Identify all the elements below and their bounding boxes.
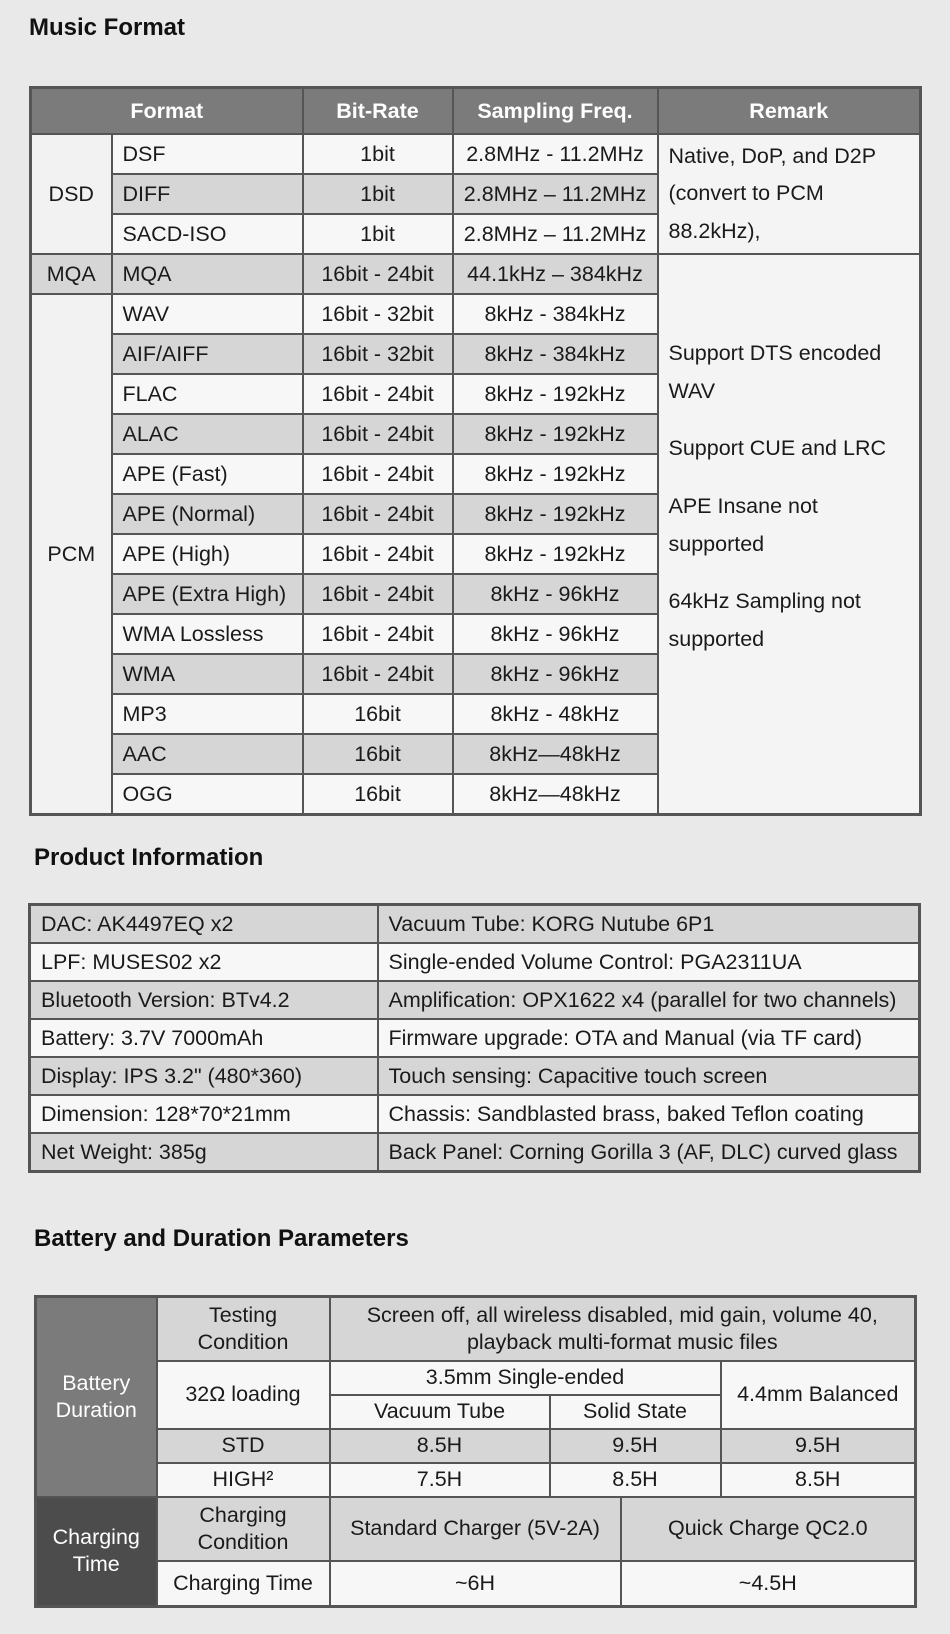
format-cell: DIFF	[112, 174, 303, 214]
music-format-title: Music Format	[29, 14, 186, 41]
freq-cell: 8kHz - 384kHz	[453, 334, 658, 374]
spec-cell: DAC: AK4497EQ x2	[30, 905, 378, 944]
group-pcm: PCM	[31, 294, 112, 815]
bitrate-cell: 16bit - 24bit	[303, 534, 453, 574]
charging-time-label: Charging Time	[157, 1561, 330, 1607]
bitrate-cell: 16bit - 24bit	[303, 454, 453, 494]
freq-cell: 8kHz - 96kHz	[453, 614, 658, 654]
remark-line: 64kHz Sampling not	[668, 589, 861, 614]
battery-duration-header	[36, 1297, 157, 1497]
std-vacuum-tube: 8.5H	[330, 1429, 550, 1463]
solid-state-header: Solid State	[550, 1395, 721, 1429]
header-line: Charging	[52, 1525, 140, 1550]
spec-cell: Dimension: 128*70*21mm	[30, 1095, 378, 1133]
balanced-header: 4.4mm Balanced	[721, 1361, 916, 1429]
spec-cell: Net Weight: 385g	[30, 1133, 378, 1172]
header-remark: Remark	[658, 88, 921, 135]
spec-cell: Firmware upgrade: OTA and Manual (via TF card)	[378, 1019, 920, 1057]
freq-cell: 8kHz - 96kHz	[453, 654, 658, 694]
bitrate-cell: 16bit - 24bit	[303, 254, 453, 294]
bitrate-cell: 16bit	[303, 774, 453, 815]
header-bitrate: Bit-Rate	[303, 88, 453, 135]
spec-cell: Battery: 3.7V 7000mAh	[30, 1019, 378, 1057]
bitrate-cell: 1bit	[303, 214, 453, 254]
spec-cell: Display: IPS 3.2" (480*360)	[30, 1057, 378, 1095]
spec-cell: Single-ended Volume Control: PGA2311UA	[378, 943, 920, 981]
quick-charge-time: ~4.5H	[621, 1561, 916, 1607]
value-line: playback multi-format music files	[466, 1329, 778, 1354]
remark-pcm	[658, 254, 921, 815]
header-line: Time	[72, 1552, 120, 1577]
header-line: Battery	[62, 1370, 131, 1395]
spec-cell: Bluetooth Version: BTv4.2	[30, 981, 378, 1019]
bitrate-cell: 16bit - 24bit	[303, 414, 453, 454]
format-cell: APE (Fast)	[112, 454, 303, 494]
quick-charge: Quick Charge QC2.0	[621, 1497, 916, 1561]
spec-cell: Touch sensing: Capacitive touch screen	[378, 1057, 920, 1095]
high-label: HIGH²	[157, 1463, 330, 1497]
group-mqa: MQA	[31, 254, 112, 294]
battery-duration-title: Battery and Duration Parameters	[34, 1225, 409, 1252]
table-row	[36, 1463, 916, 1497]
format-cell: WAV	[112, 294, 303, 334]
format-cell: APE (Extra High)	[112, 574, 303, 614]
freq-cell: 8kHz—48kHz	[453, 774, 658, 815]
remark-line: (convert to PCM	[668, 181, 824, 206]
single-ended-header: 3.5mm Single-ended	[330, 1361, 721, 1395]
value-line: Screen off, all wireless disabled, mid gain, volume 40,	[366, 1302, 878, 1327]
freq-cell: 2.8MHz – 11.2MHz	[453, 214, 658, 254]
format-cell: DSF	[112, 134, 303, 174]
spec-cell: LPF: MUSES02 x2	[30, 943, 378, 981]
format-cell: OGG	[112, 774, 303, 815]
freq-cell: 8kHz - 48kHz	[453, 694, 658, 734]
label-line: Testing	[208, 1302, 278, 1327]
std-label: STD	[157, 1429, 330, 1463]
table-row	[36, 1561, 916, 1607]
format-cell: WMA	[112, 654, 303, 694]
table-row	[30, 1019, 920, 1057]
bitrate-cell: 16bit - 24bit	[303, 494, 453, 534]
battery-duration-table	[34, 1295, 917, 1608]
table-row	[36, 1297, 916, 1361]
bitrate-cell: 16bit	[303, 694, 453, 734]
table-row	[30, 981, 920, 1019]
format-cell: AIF/AIFF	[112, 334, 303, 374]
bitrate-cell: 16bit - 24bit	[303, 574, 453, 614]
header-format: Format	[31, 88, 303, 135]
header-sampling-freq: Sampling Freq.	[453, 88, 658, 135]
table-row	[36, 1429, 916, 1463]
spec-cell: Back Panel: Corning Gorilla 3 (AF, DLC) curved glass	[378, 1133, 920, 1172]
label-line: Condition	[197, 1529, 289, 1554]
vacuum-tube-header: Vacuum Tube	[330, 1395, 550, 1429]
freq-cell: 8kHz - 192kHz	[453, 454, 658, 494]
header-line: Duration	[55, 1397, 137, 1422]
remark-line: Support CUE and LRC	[668, 436, 886, 461]
freq-cell: 8kHz - 384kHz	[453, 294, 658, 334]
remark-dsd	[658, 134, 921, 254]
table-row	[30, 1133, 920, 1172]
freq-cell: 8kHz - 192kHz	[453, 534, 658, 574]
product-information-title: Product Information	[34, 844, 264, 871]
spec-cell: Vacuum Tube: KORG Nutube 6P1	[378, 905, 920, 944]
remark-line	[669, 563, 920, 583]
table-row	[36, 1361, 916, 1395]
freq-cell: 2.8MHz – 11.2MHz	[453, 174, 658, 214]
format-cell: APE (Normal)	[112, 494, 303, 534]
remark-line	[669, 410, 920, 430]
high-solid-state: 8.5H	[550, 1463, 721, 1497]
remark-line: WAV	[668, 378, 716, 403]
format-cell: SACD-ISO	[112, 214, 303, 254]
charging-time-header	[36, 1497, 157, 1607]
table-row	[31, 134, 921, 174]
bitrate-cell: 16bit - 32bit	[303, 334, 453, 374]
table-row	[30, 1095, 920, 1133]
format-cell: FLAC	[112, 374, 303, 414]
spec-cell: Amplification: OPX1622 x4 (parallel for two channels)	[378, 981, 920, 1019]
testing-condition-value	[330, 1297, 916, 1361]
loading-label: 32Ω loading	[157, 1361, 330, 1429]
remark-line: 88.2kHz),	[668, 218, 761, 243]
group-dsd: DSD	[31, 134, 112, 254]
freq-cell: 8kHz - 96kHz	[453, 574, 658, 614]
format-cell: ALAC	[112, 414, 303, 454]
table-row	[30, 905, 920, 944]
format-cell: APE (High)	[112, 534, 303, 574]
label-line: Condition	[197, 1329, 289, 1354]
std-solid-state: 9.5H	[550, 1429, 721, 1463]
format-cell: MQA	[112, 254, 303, 294]
bitrate-cell: 16bit - 24bit	[303, 374, 453, 414]
testing-condition-label	[157, 1297, 330, 1361]
bitrate-cell: 16bit	[303, 734, 453, 774]
freq-cell: 8kHz—48kHz	[453, 734, 658, 774]
bitrate-cell: 1bit	[303, 174, 453, 214]
remark-line: supported	[668, 626, 765, 651]
remark-line: supported	[668, 531, 765, 556]
high-balanced: 8.5H	[721, 1463, 916, 1497]
table-row	[30, 1057, 920, 1095]
remark-line: APE Insane not	[668, 493, 818, 518]
bitrate-cell: 16bit - 32bit	[303, 294, 453, 334]
remark-line: Native, DoP, and D2P	[668, 143, 877, 168]
table-row	[31, 254, 921, 294]
high-vacuum-tube: 7.5H	[330, 1463, 550, 1497]
spec-cell: Chassis: Sandblasted brass, baked Teflon coating	[378, 1095, 920, 1133]
standard-charger: Standard Charger (5V-2A)	[330, 1497, 621, 1561]
freq-cell: 44.1kHz – 384kHz	[453, 254, 658, 294]
remark-line	[669, 468, 920, 488]
freq-cell: 8kHz - 192kHz	[453, 414, 658, 454]
music-header-row	[31, 88, 921, 135]
format-cell: MP3	[112, 694, 303, 734]
music-format-table	[29, 86, 922, 816]
freq-cell: 2.8MHz - 11.2MHz	[453, 134, 658, 174]
product-information-table	[28, 903, 921, 1173]
remark-line: Support DTS encoded	[668, 341, 882, 365]
charging-condition-label	[157, 1497, 330, 1561]
format-cell: WMA Lossless	[112, 614, 303, 654]
freq-cell: 8kHz - 192kHz	[453, 374, 658, 414]
standard-charge-time: ~6H	[330, 1561, 621, 1607]
bitrate-cell: 16bit - 24bit	[303, 614, 453, 654]
label-line: Charging	[199, 1502, 287, 1527]
bitrate-cell: 16bit - 24bit	[303, 654, 453, 694]
std-balanced: 9.5H	[721, 1429, 916, 1463]
bitrate-cell: 1bit	[303, 134, 453, 174]
freq-cell: 8kHz - 192kHz	[453, 494, 658, 534]
table-row	[30, 943, 920, 981]
format-cell: AAC	[112, 734, 303, 774]
table-row	[36, 1497, 916, 1561]
